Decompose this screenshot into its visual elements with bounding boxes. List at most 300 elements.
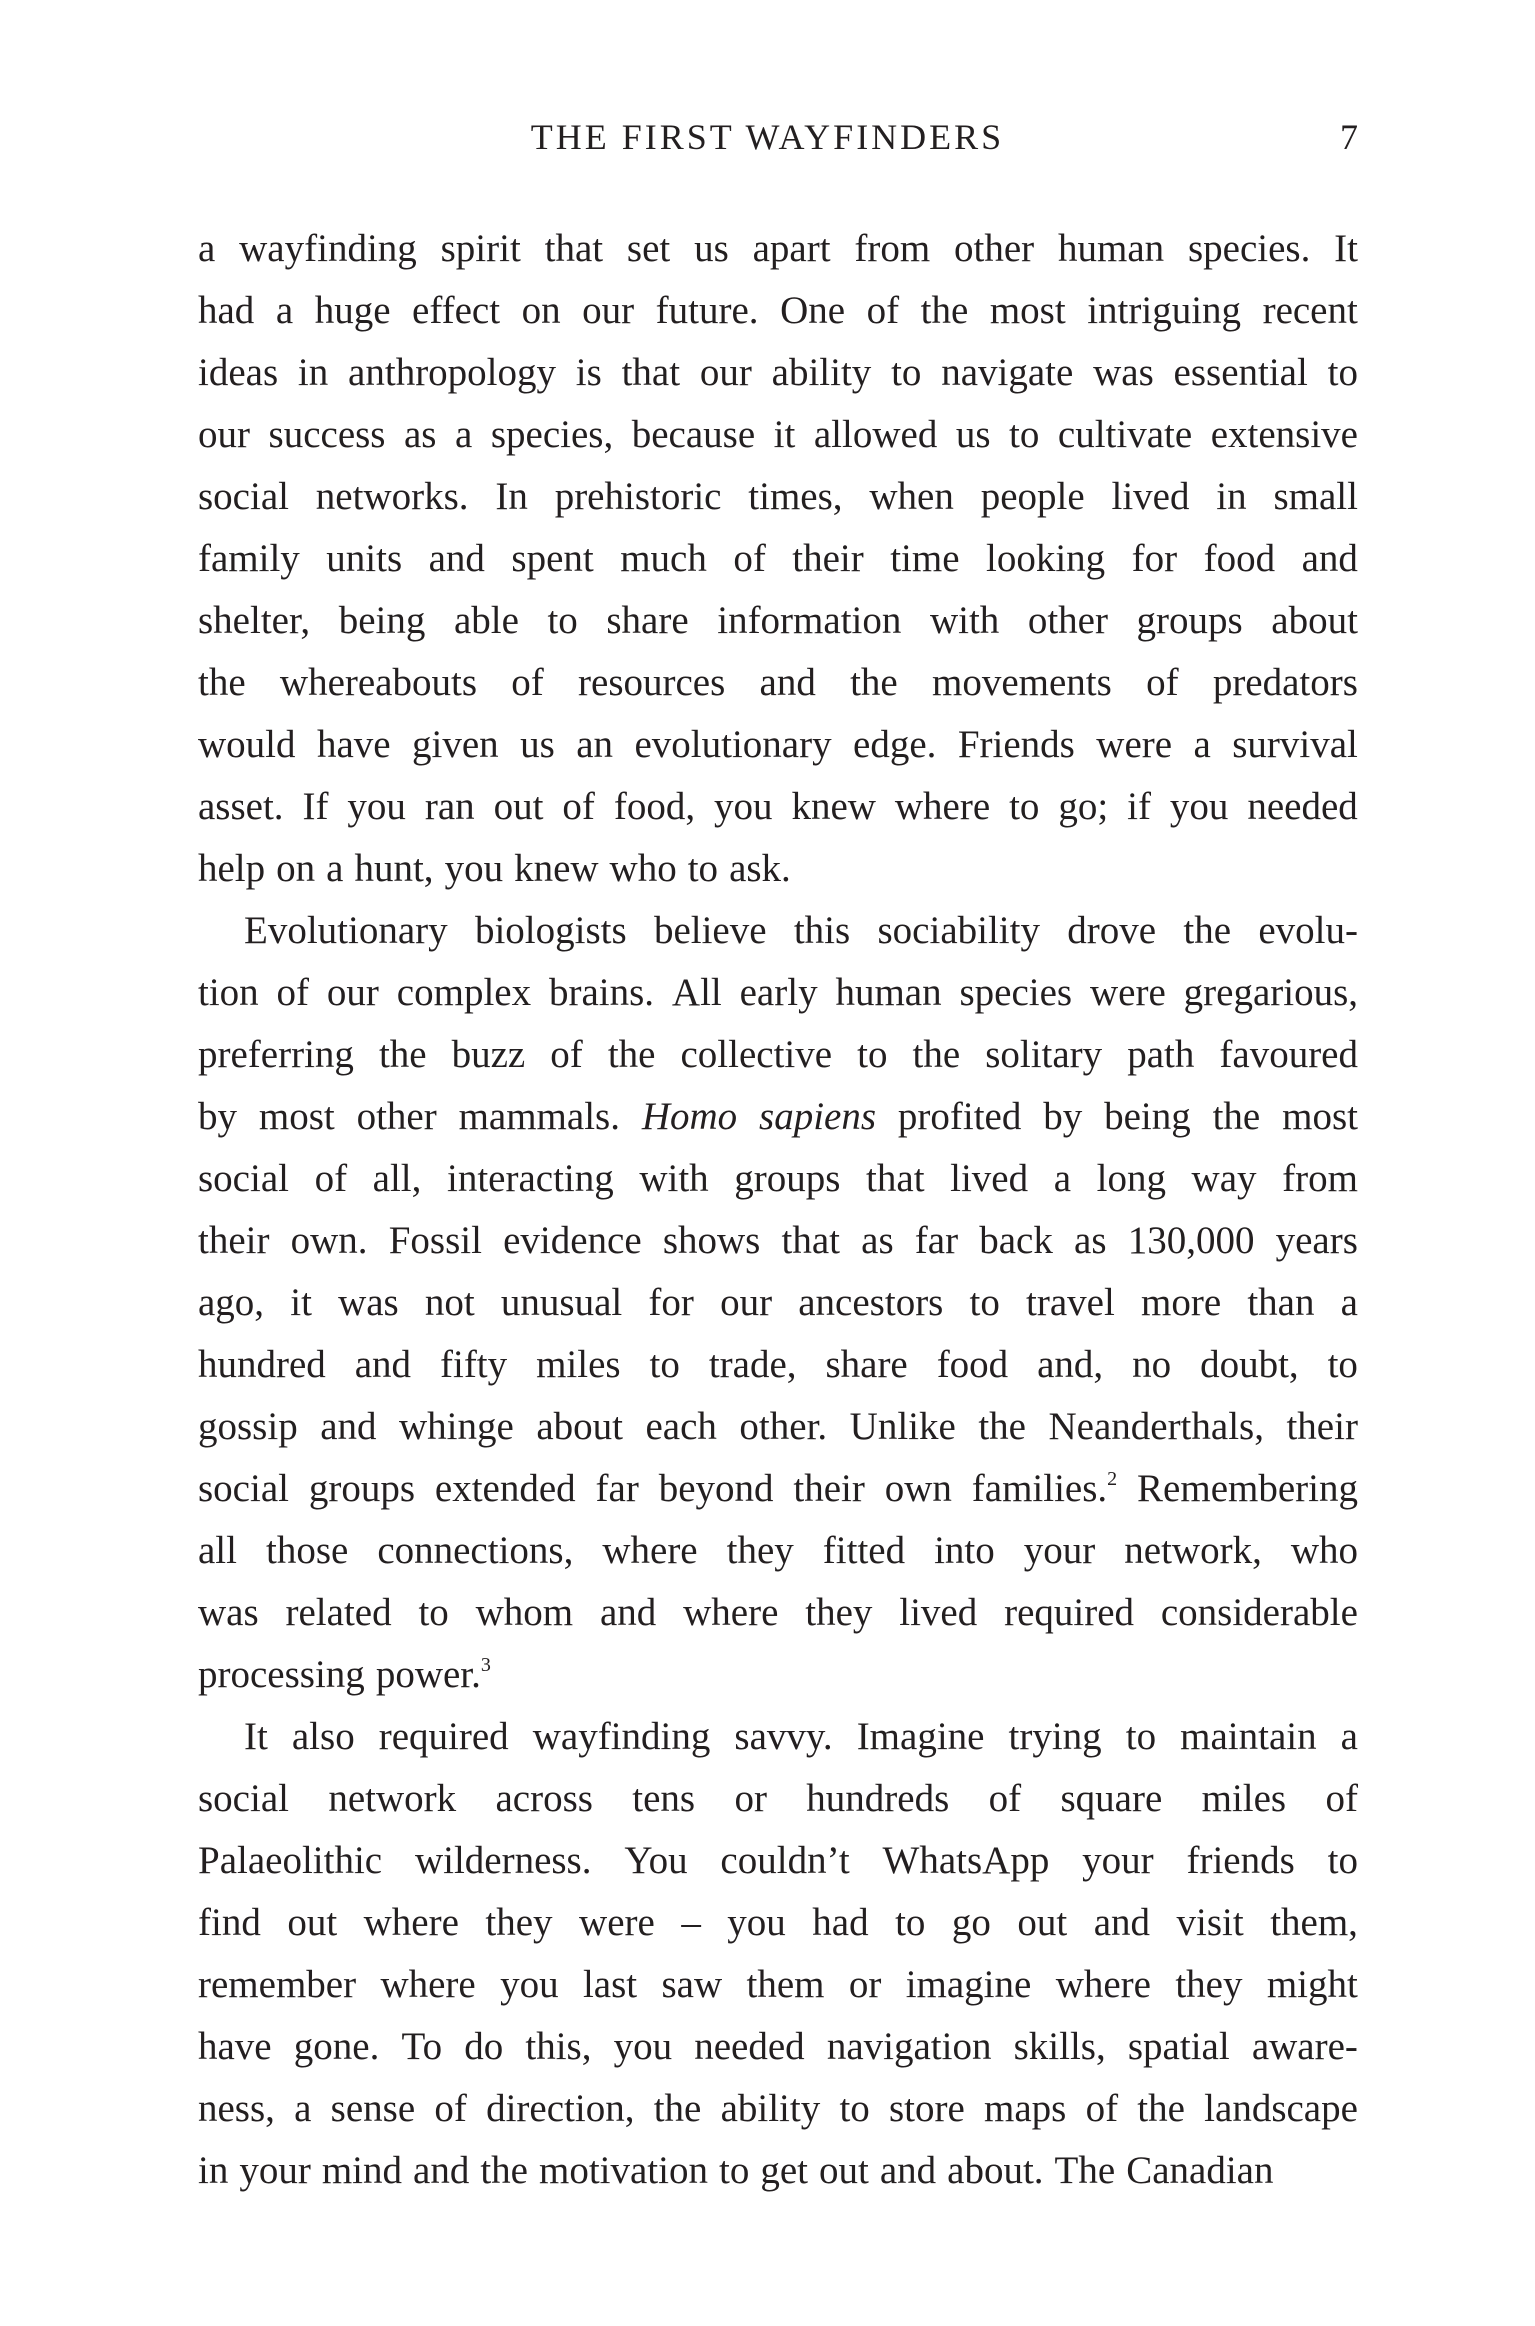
word-text: no	[1132, 1343, 1172, 1386]
word	[579, 1892, 655, 1954]
word-text: extended	[434, 1467, 576, 1510]
word-text: ness,	[198, 2087, 275, 2130]
word-text: processing	[198, 1653, 365, 1696]
word	[514, 838, 598, 900]
word-text: anthropology	[348, 351, 557, 394]
word	[562, 776, 595, 838]
running-title: THE FIRST WAYFINDERS	[530, 117, 1005, 157]
word	[688, 838, 718, 900]
word	[681, 1892, 701, 1954]
word	[1054, 1148, 1071, 1210]
word	[869, 466, 953, 528]
word-text: to	[418, 1591, 449, 1634]
word	[545, 218, 603, 280]
word	[805, 1582, 872, 1644]
word-text: they	[726, 1529, 794, 1572]
word	[1204, 528, 1276, 590]
word	[317, 714, 391, 776]
word-text: travel	[1026, 1281, 1115, 1324]
word-text: or	[734, 1777, 767, 1820]
word	[198, 1768, 289, 1830]
word	[596, 1458, 639, 1520]
word-text: our	[720, 1281, 773, 1324]
word-text: resources	[578, 661, 726, 704]
word-text: a	[198, 227, 216, 270]
word-text: of	[314, 1157, 348, 1200]
word-text: needed	[1247, 785, 1358, 828]
word-text: because	[631, 413, 756, 456]
word-text: and,	[1037, 1343, 1104, 1386]
word	[1192, 1148, 1257, 1210]
word	[1186, 1830, 1294, 1892]
word	[941, 342, 1073, 404]
word-text: ran	[424, 785, 475, 828]
word-text: us	[520, 723, 555, 766]
word	[379, 1706, 509, 1768]
word	[720, 1272, 772, 1334]
word-text: groups	[734, 1157, 841, 1200]
word-text: years	[1275, 1219, 1358, 1262]
word	[455, 404, 472, 466]
word-text: being	[1104, 1095, 1191, 1138]
word	[198, 1086, 237, 1148]
word-text: go;	[1058, 785, 1109, 828]
word	[729, 838, 791, 900]
word	[415, 1830, 592, 1892]
word	[328, 1768, 456, 1830]
word-text: success	[268, 413, 386, 456]
word	[986, 528, 1105, 590]
word-text: of	[550, 1033, 583, 1076]
word	[891, 342, 921, 404]
word-text: this,	[525, 2025, 592, 2068]
word	[1004, 1582, 1134, 1644]
word-text: to	[1327, 1343, 1358, 1386]
word-text: was	[198, 1591, 259, 1634]
word	[533, 1706, 711, 1768]
word-text: favoured	[1219, 1033, 1358, 1076]
word	[412, 280, 500, 342]
word-text: species,	[490, 413, 614, 456]
word	[454, 590, 519, 652]
word-text: sociability	[877, 909, 1040, 952]
word	[1128, 1210, 1255, 1272]
word-text: a	[1053, 1157, 1072, 1200]
word-text: them,	[1270, 1901, 1358, 1944]
word-text: shows	[662, 1219, 761, 1262]
word-text: wayfinding	[532, 1715, 711, 1758]
word	[1104, 1086, 1191, 1148]
word-text: it	[773, 413, 796, 456]
word	[645, 1396, 716, 1458]
word	[1058, 776, 1108, 838]
word	[1094, 1892, 1150, 1954]
word	[694, 218, 729, 280]
word-text: about	[1271, 599, 1358, 642]
word	[1170, 776, 1229, 838]
word-text: if	[1127, 785, 1151, 828]
word	[198, 1892, 261, 1954]
word-text: Friends	[957, 723, 1075, 766]
word-text: spatial	[1127, 2025, 1230, 2068]
word	[259, 1086, 335, 1148]
word	[576, 714, 613, 776]
word-text: were	[1096, 723, 1173, 766]
word	[1086, 2078, 1119, 2140]
text-line	[198, 1210, 1358, 1272]
word	[759, 1086, 876, 1148]
word	[1037, 1334, 1103, 1396]
word-text: Palaeolithic	[198, 1839, 383, 1882]
text-line	[198, 652, 1358, 714]
word-text: than	[1247, 1281, 1315, 1324]
word	[1146, 652, 1179, 714]
word	[198, 590, 310, 652]
word	[1183, 900, 1231, 962]
paragraph	[198, 900, 1358, 1706]
word-text: to	[1009, 413, 1040, 456]
word-text: the	[607, 1033, 656, 1076]
word-text: to	[687, 847, 719, 890]
word-text: was	[1093, 351, 1154, 394]
word	[1258, 900, 1358, 962]
word-text: when	[869, 475, 954, 518]
word-text: a	[1340, 1281, 1358, 1324]
word	[606, 590, 688, 652]
word-text: had	[812, 1901, 869, 1944]
word	[720, 1830, 849, 1892]
word	[1184, 962, 1358, 1024]
word-text: a	[326, 847, 344, 890]
word	[608, 1024, 656, 1086]
word-text: might	[1266, 1963, 1358, 2006]
word	[198, 714, 296, 776]
word-text: Evolutionary	[244, 909, 448, 952]
word-text: help	[198, 847, 266, 890]
text-line	[198, 714, 1358, 776]
word	[198, 1644, 365, 1706]
word	[880, 2140, 936, 2202]
word-text: and	[354, 1343, 412, 1386]
word-text: social	[198, 1157, 289, 1200]
word	[435, 1458, 576, 1520]
word	[1328, 1334, 1358, 1396]
word	[1055, 2140, 1116, 2202]
word	[654, 900, 767, 962]
word	[857, 1024, 887, 1086]
word	[1325, 1768, 1358, 1830]
word	[287, 1892, 337, 1954]
word-text: their	[1286, 1405, 1358, 1448]
word	[861, 1210, 894, 1272]
word	[906, 1954, 1032, 2016]
word-text: was	[338, 1281, 399, 1324]
word-text: In	[495, 475, 528, 518]
word	[1124, 1520, 1262, 1582]
word-text: our	[198, 413, 250, 456]
word	[500, 1954, 559, 2016]
word	[1213, 1086, 1261, 1148]
word-text: interacting	[446, 1157, 614, 1200]
text-line	[198, 528, 1358, 590]
word-text: wilderness.	[414, 1839, 592, 1882]
word-text: to	[1327, 1839, 1358, 1882]
word	[990, 280, 1066, 342]
word	[760, 2140, 808, 2202]
word	[1174, 342, 1308, 404]
word	[239, 2140, 311, 2202]
word-text: own.	[290, 1219, 368, 1262]
text-line	[198, 280, 1358, 342]
word-text: your	[239, 2149, 311, 2192]
word	[1213, 652, 1358, 714]
word	[819, 2140, 869, 2202]
word	[746, 1954, 824, 2016]
word	[853, 714, 936, 776]
word-text: ability	[771, 351, 872, 394]
word-text: gregarious,	[1183, 971, 1358, 1014]
word	[915, 1210, 958, 1272]
word	[198, 342, 278, 404]
word	[452, 1024, 526, 1086]
word-text: this	[793, 909, 851, 952]
word	[934, 1520, 995, 1582]
word	[958, 714, 1075, 776]
word-text: out	[493, 785, 544, 828]
word-text: Remembering	[1137, 1467, 1358, 1510]
word-text: food	[936, 1343, 1009, 1386]
word	[198, 2078, 275, 2140]
word-text: were	[579, 1901, 655, 1944]
word-text: social	[198, 475, 289, 518]
word-text: early	[739, 971, 818, 1014]
word-text: who	[1290, 1529, 1358, 1572]
word-text: prehistoric	[554, 475, 722, 518]
word-text: about.	[947, 2149, 1044, 2192]
word	[1043, 1086, 1082, 1148]
word	[347, 776, 406, 838]
word	[377, 1520, 573, 1582]
word-text: in	[297, 351, 329, 394]
word	[1161, 1582, 1358, 1644]
word-text: with	[929, 599, 1000, 642]
word	[632, 404, 755, 466]
word	[1097, 1148, 1166, 1210]
word-text: have	[198, 2025, 272, 2068]
word-text: about	[536, 1405, 623, 1448]
word-text: a	[455, 413, 473, 456]
word-text: groups	[1136, 599, 1243, 642]
word-text: spirit	[440, 227, 521, 270]
word-text: solitary	[985, 1033, 1103, 1076]
word-text: essential	[1173, 351, 1308, 394]
word	[719, 2140, 749, 2202]
word-text: other	[356, 1095, 437, 1138]
word	[291, 1210, 368, 1272]
word-text: into	[934, 1529, 995, 1572]
word-text: couldn’t	[720, 1839, 850, 1882]
word	[1026, 1272, 1115, 1334]
word-text: those	[265, 1529, 349, 1572]
body-text	[198, 218, 1358, 2202]
word	[244, 900, 448, 962]
word	[1137, 1458, 1358, 1520]
text-line	[198, 1706, 1358, 1768]
word-text: shelter,	[198, 599, 311, 642]
word	[839, 2078, 869, 2140]
word	[970, 1272, 1000, 1334]
word-text: where	[894, 785, 991, 828]
text-line	[198, 2078, 1358, 2140]
word-text: groups	[308, 1467, 416, 1510]
text-line	[198, 1458, 1358, 1520]
page-number: 7	[1340, 117, 1358, 157]
word-text: network	[328, 1777, 457, 1820]
word-text: saw	[661, 1963, 723, 2006]
word	[198, 1272, 264, 1334]
word-text: landscape	[1204, 2087, 1358, 2130]
word-text: preferring	[198, 1033, 354, 1076]
word	[494, 776, 544, 838]
word	[867, 280, 900, 342]
word-text: not	[424, 1281, 475, 1324]
word	[798, 1272, 943, 1334]
word	[950, 1148, 1028, 1210]
word	[280, 652, 477, 714]
word-text: with	[639, 1157, 709, 1200]
word-text: to	[969, 1281, 1000, 1324]
running-header	[0, 112, 1535, 162]
word-text: a	[1340, 1715, 1358, 1758]
word-text: visit	[1176, 1901, 1244, 1944]
word	[447, 1148, 614, 1210]
footnote-reference[interactable]: 3	[480, 1654, 491, 1676]
word-text: families.	[971, 1467, 1108, 1510]
text-line	[198, 1830, 1358, 1892]
word-text: social	[198, 1467, 289, 1510]
word	[714, 776, 773, 838]
word-text: collective	[680, 1033, 833, 1076]
word	[733, 528, 766, 590]
word	[198, 1458, 289, 1520]
word	[520, 714, 555, 776]
word-text: considerable	[1160, 1591, 1358, 1634]
word-text: path	[1127, 1033, 1195, 1076]
word-text: network,	[1124, 1529, 1262, 1572]
word-text: sense	[330, 2087, 416, 2130]
word-text: lived	[899, 1591, 978, 1634]
word-text: for	[648, 1281, 694, 1324]
word	[1271, 590, 1358, 652]
word	[198, 1520, 237, 1582]
word	[734, 1148, 840, 1210]
word	[338, 1272, 399, 1334]
word-text: friends	[1186, 1839, 1295, 1882]
word-text: food,	[613, 785, 696, 828]
word	[547, 590, 577, 652]
word	[650, 1334, 680, 1396]
word-text: us	[955, 413, 991, 456]
word	[1263, 280, 1358, 342]
word-text: Neanderthals,	[1048, 1405, 1264, 1448]
word	[404, 404, 437, 466]
word	[1087, 280, 1241, 342]
word	[734, 1768, 767, 1830]
word-text: to	[895, 1901, 926, 1944]
word	[683, 1582, 778, 1644]
word	[835, 962, 941, 1024]
word-text: remember	[198, 1963, 357, 2006]
word-text: is	[575, 351, 602, 394]
word-text: you	[347, 785, 406, 828]
word	[981, 466, 1085, 528]
word	[198, 1582, 259, 1644]
word-text: they	[805, 1591, 873, 1634]
word-text: One	[780, 289, 846, 332]
word-text: edge.	[853, 723, 937, 766]
word	[654, 2078, 702, 2140]
word	[578, 652, 725, 714]
word-text: knew	[791, 785, 876, 828]
word	[536, 1334, 621, 1396]
word-text: of	[511, 661, 544, 704]
word	[721, 2078, 821, 2140]
word-text: and	[428, 537, 485, 580]
word-text: looking	[986, 537, 1106, 580]
word-text: unusual	[500, 1281, 623, 1324]
word-text: cultivate	[1057, 413, 1193, 456]
word-text: miles	[1201, 1777, 1287, 1820]
word	[583, 1954, 637, 2016]
word	[753, 218, 831, 280]
word-text: of	[1325, 1777, 1358, 1820]
word	[648, 1272, 693, 1334]
word	[198, 2140, 228, 2202]
word	[459, 1086, 620, 1148]
word	[582, 280, 634, 342]
word	[985, 1024, 1102, 1086]
word-text: the	[198, 661, 246, 704]
word-text: whom	[475, 1591, 574, 1634]
word	[290, 1272, 312, 1334]
word	[244, 1706, 268, 1768]
word-text: future.	[655, 289, 759, 332]
word	[734, 1706, 832, 1768]
word-text: If	[302, 785, 329, 828]
word	[1074, 1210, 1107, 1272]
word	[464, 2016, 503, 2078]
word-text: of	[1146, 661, 1179, 704]
word-text: most	[1282, 1095, 1358, 1138]
word-text: back	[979, 1219, 1053, 1262]
word-text: do	[464, 2025, 504, 2068]
word-text: and	[879, 2149, 937, 2192]
footnote-reference[interactable]: 2	[1107, 1468, 1118, 1490]
word	[1282, 1086, 1358, 1148]
word-text: Unlike	[849, 1405, 956, 1448]
word-text: last	[582, 1963, 638, 2006]
word	[525, 2016, 591, 2078]
word	[379, 1024, 427, 1086]
word-text: You	[624, 1839, 688, 1882]
word	[1273, 466, 1358, 528]
word-text: to	[649, 1343, 680, 1386]
word	[198, 776, 284, 838]
word-text: to	[839, 2087, 870, 2130]
word-text: of	[434, 2087, 467, 2130]
word-text: it	[290, 1281, 312, 1324]
word-text: you	[444, 847, 504, 890]
